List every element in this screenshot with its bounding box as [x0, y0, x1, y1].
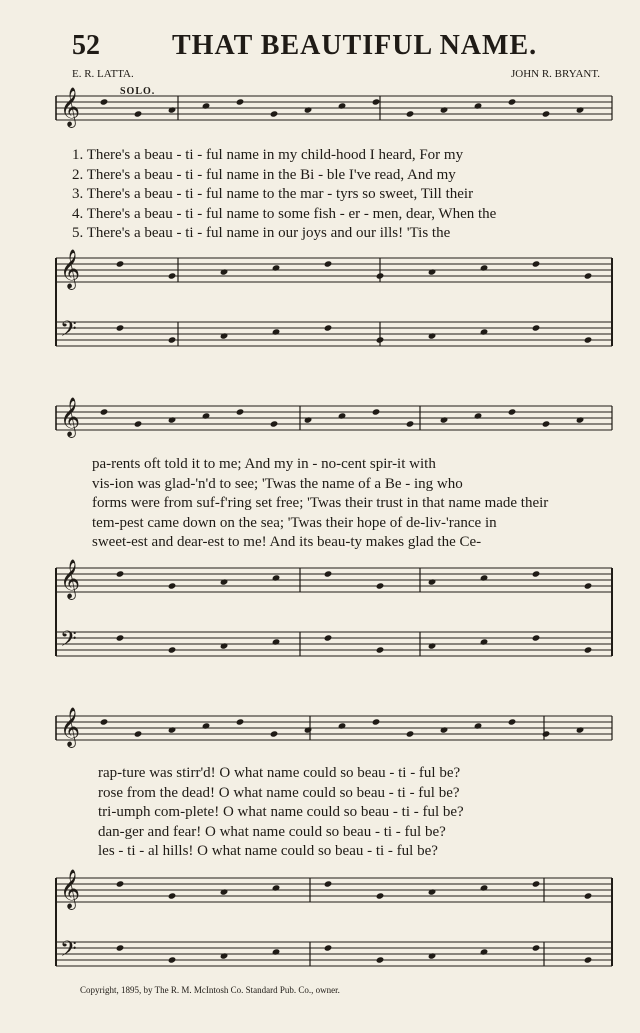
treble-clef-icon: 𝄞: [60, 249, 81, 289]
melody-note: [576, 726, 585, 733]
chord-note: [532, 570, 541, 577]
melody-note: [270, 420, 279, 427]
bass-note: [584, 646, 593, 653]
chord-note: [480, 264, 489, 271]
treble-clef-icon: 𝄞: [60, 87, 81, 127]
melody-note: [372, 408, 381, 415]
chord-note: [220, 578, 229, 585]
chord-note: [428, 578, 437, 585]
melody-note: [236, 408, 245, 415]
chord-note: [272, 264, 281, 271]
bass-clef-icon: 𝄢: [60, 317, 77, 347]
bass-note: [428, 332, 437, 339]
verse-2-line-3: rose from the dead! O what name could so beau - ti - ful be?: [98, 784, 460, 801]
verse-3-line-2: forms were from suf-f'ring set free; 'Twas their trust in that name made their: [92, 495, 549, 511]
melody-note: [474, 412, 483, 419]
chord-note: [584, 582, 593, 589]
melody-note: [338, 412, 347, 419]
bass-note: [480, 328, 489, 335]
bass-note: [532, 634, 541, 641]
chord-note: [324, 570, 333, 577]
bass-note: [116, 944, 125, 951]
melody-note: [406, 730, 415, 737]
verse-1-line-3: rap-ture was stirr'd! O what name could so beau - ti - ful be?: [98, 765, 461, 781]
verse-5-line-3: les - ti - al hills! O what name could so beau - ti - ful be?: [98, 843, 438, 859]
melody-note: [304, 106, 313, 113]
verse-4-line-1: 4. There's a beau - ti - ful name to some fish - er - men, dear, When the: [72, 205, 497, 222]
melody-note: [134, 420, 143, 427]
melody-note: [236, 98, 245, 105]
melody-note: [576, 106, 585, 113]
melody-note: [372, 98, 381, 105]
treble-clef-icon: 𝄞: [60, 397, 81, 437]
bass-note: [116, 324, 125, 331]
copyright-notice: Copyright, 1895, by The R. M. McIntosh Co. Standard Pub. Co., owner.: [80, 985, 340, 995]
bass-note: [324, 324, 333, 331]
melody-note: [100, 718, 109, 725]
treble-clef-icon: 𝄞: [60, 559, 81, 599]
chord-note: [532, 260, 541, 267]
bass-note: [480, 638, 489, 645]
treble-clef-icon: 𝄞: [60, 707, 81, 747]
chord-note: [220, 268, 229, 275]
treble-clef-icon: 𝄞: [60, 869, 81, 909]
verse-3-line-1: 3. There's a beau - ti - ful name to the mar - tyrs so sweet, Till their: [72, 186, 474, 202]
chord-note: [480, 574, 489, 581]
page-number: 52: [72, 30, 100, 61]
melody-note: [202, 722, 211, 729]
melody-note: [338, 102, 347, 109]
melody-note: [508, 98, 517, 105]
melody-note: [508, 718, 517, 725]
composer-credit: JOHN R. BRYANT.: [510, 68, 600, 80]
bass-note: [272, 328, 281, 335]
verses-system-1: [72, 146, 496, 244]
melody-note: [270, 110, 279, 117]
melody-note: [338, 722, 347, 729]
verse-1-line-1: 1. There's a beau - ti - ful name in my child-hood I heard, For my: [72, 147, 464, 163]
melody-note: [474, 722, 483, 729]
melody-note: [440, 106, 449, 113]
melody-note: [270, 730, 279, 737]
bass-note: [168, 336, 177, 343]
melody-note: [474, 102, 483, 109]
melody-note: [134, 110, 143, 117]
verse-4-line-3: dan-ger and fear! O what name could so beau - ti - ful be?: [98, 823, 446, 840]
melody-note: [236, 718, 245, 725]
melody-note: [304, 726, 313, 733]
melody-note: [202, 102, 211, 109]
melody-note: [168, 416, 177, 423]
bass-note: [116, 634, 125, 641]
chord-note: [532, 880, 541, 887]
melody-note: [202, 412, 211, 419]
chord-note: [272, 884, 281, 891]
melody-note: [542, 420, 551, 427]
melody-note: [542, 110, 551, 117]
chord-note: [168, 272, 177, 279]
bass-note: [272, 638, 281, 645]
verse-4-line-2: tem-pest came down on the sea; 'Twas their hope of de-liv-'rance in: [92, 514, 497, 531]
bass-note: [324, 634, 333, 641]
chord-note: [168, 582, 177, 589]
chord-note: [480, 884, 489, 891]
bass-note: [532, 324, 541, 331]
melody-note: [576, 416, 585, 423]
bass-note: [220, 332, 229, 339]
melody-note: [440, 726, 449, 733]
bass-note: [220, 642, 229, 649]
bass-note: [584, 336, 593, 343]
bass-note: [480, 948, 489, 955]
bass-note: [168, 646, 177, 653]
verse-5-line-2: sweet-est and dear-est to me! And its beau-ty makes glad the Ce-: [92, 534, 482, 550]
chord-note: [220, 888, 229, 895]
verse-1-line-2: pa-rents oft told it to me; And my in - no-cent spir-it with: [92, 456, 436, 472]
verses-system-3: [98, 764, 464, 862]
melody-note: [168, 106, 177, 113]
melody-note: [508, 408, 517, 415]
chord-note: [428, 888, 437, 895]
melody-note: [134, 730, 143, 737]
bass-note: [376, 336, 385, 343]
bass-note: [428, 952, 437, 959]
chord-note: [376, 272, 385, 279]
chord-note: [584, 272, 593, 279]
melody-note: [168, 726, 177, 733]
verse-2-line-1: 2. There's a beau - ti - ful name in the Bi - ble I've read, And my: [72, 166, 456, 183]
melody-note: [542, 730, 551, 737]
bass-note: [220, 952, 229, 959]
song-title: THAT BEAUTIFUL NAME.: [172, 30, 538, 61]
chord-note: [168, 892, 177, 899]
bass-note: [376, 956, 385, 963]
chord-note: [376, 892, 385, 899]
bass-note: [376, 646, 385, 653]
chord-note: [584, 892, 593, 899]
melody-note: [406, 420, 415, 427]
melody-note: [406, 110, 415, 117]
chord-note: [324, 880, 333, 887]
melody-note: [100, 98, 109, 105]
melody-note: [100, 408, 109, 415]
verse-3-line-3: tri-umph com-plete! O what name could so beau - ti - ful be?: [98, 804, 464, 820]
bass-clef-icon: 𝄢: [60, 627, 77, 657]
melody-note: [440, 416, 449, 423]
chord-note: [324, 260, 333, 267]
chord-note: [428, 268, 437, 275]
bass-clef-icon: 𝄢: [60, 937, 77, 967]
bass-note: [324, 944, 333, 951]
verse-5-line-1: 5. There's a beau - ti - ful name in our joys and our ills! 'Tis the: [72, 225, 451, 241]
chord-note: [116, 570, 125, 577]
chord-note: [116, 260, 125, 267]
lyricist-credit: E. R. LATTA.: [72, 68, 134, 80]
bass-note: [584, 956, 593, 963]
bass-note: [428, 642, 437, 649]
bass-note: [272, 948, 281, 955]
chord-note: [272, 574, 281, 581]
bass-note: [168, 956, 177, 963]
verse-2-line-2: vis-ion was glad-'n'd to see; 'Twas the name of a Be - ing who: [92, 475, 463, 492]
chord-note: [116, 880, 125, 887]
verses-system-2: [92, 455, 548, 553]
chord-note: [376, 582, 385, 589]
solo-marking: SOLO.: [120, 86, 156, 97]
melody-note: [372, 718, 381, 725]
bass-note: [532, 944, 541, 951]
melody-note: [304, 416, 313, 423]
